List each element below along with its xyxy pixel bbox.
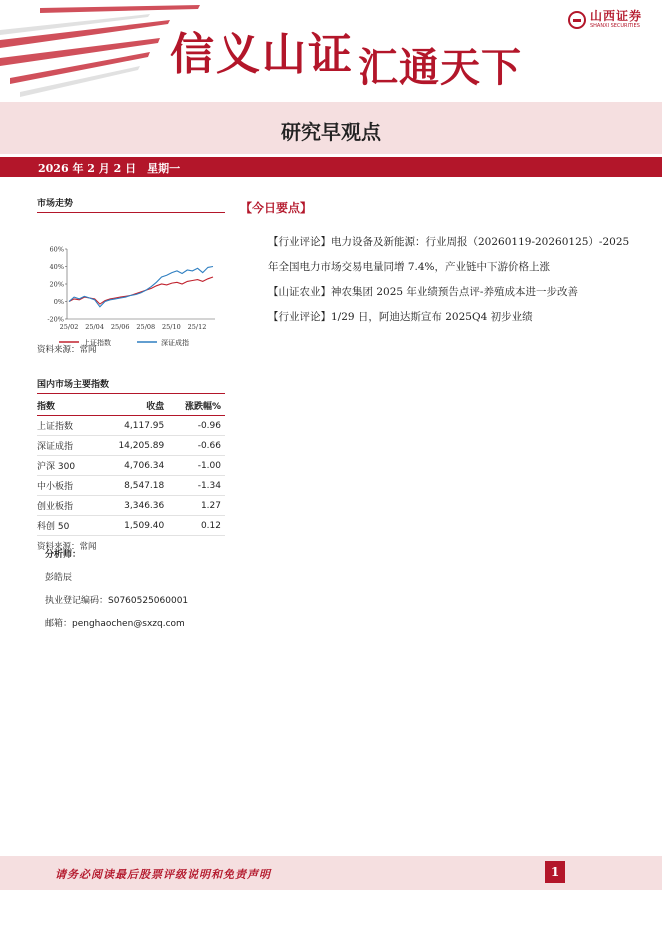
index-change: -1.34 bbox=[164, 476, 225, 496]
index-close: 8,547.18 bbox=[95, 476, 165, 496]
key-points-list bbox=[240, 230, 630, 330]
index-name: 沪深 300 bbox=[37, 456, 95, 476]
series-line-深证成指 bbox=[69, 267, 213, 307]
series-line-上证指数 bbox=[69, 277, 213, 304]
x-tick-label: 25/08 bbox=[136, 323, 156, 331]
indices-heading: 国内市场主要指数 bbox=[37, 377, 225, 394]
table-row bbox=[37, 456, 225, 476]
analyst-cert: 执业登记编码：S0760525060001 bbox=[45, 596, 189, 606]
market-trend-chart bbox=[37, 219, 225, 347]
index-name: 深证成指 bbox=[37, 436, 95, 456]
index-close: 4,706.34 bbox=[95, 456, 165, 476]
y-tick-label: -20% bbox=[47, 315, 64, 324]
index-change: -0.96 bbox=[164, 416, 225, 436]
title-band bbox=[0, 102, 662, 154]
indices-table bbox=[37, 396, 225, 536]
logo-name-cn: 山西证券 bbox=[589, 9, 642, 23]
slogan-part1: 信义山证 bbox=[170, 29, 354, 80]
column-header: 涨跌幅% bbox=[164, 396, 225, 416]
key-points-section bbox=[240, 199, 630, 330]
analyst-info bbox=[45, 547, 188, 639]
index-change: 1.27 bbox=[164, 496, 225, 516]
table-row bbox=[37, 436, 225, 456]
index-change: -0.66 bbox=[164, 436, 225, 456]
index-close: 1,509.40 bbox=[95, 516, 165, 536]
y-tick-label: 0% bbox=[53, 298, 64, 306]
key-point-item[interactable]: 【行业评论】1/29 日，阿迪达斯宣布 2025Q4 初步业绩 bbox=[268, 311, 533, 323]
slogan-part2: 汇通天下 bbox=[358, 44, 522, 91]
table-row bbox=[37, 416, 225, 436]
table-row bbox=[37, 496, 225, 516]
index-name: 科创 50 bbox=[37, 516, 95, 536]
index-close: 14,205.89 bbox=[95, 436, 165, 456]
report-date: 2026 年 2 月 2 日 星期一 bbox=[38, 162, 181, 175]
column-header: 指数 bbox=[37, 396, 95, 416]
legend-label: 上证指数 bbox=[83, 339, 111, 347]
chart-source: 资料来源：常闻 bbox=[37, 345, 97, 355]
y-tick-label: 60% bbox=[49, 245, 64, 254]
table-row bbox=[37, 516, 225, 536]
key-points-heading: 【今日要点】 bbox=[240, 201, 313, 215]
table-header-row bbox=[37, 396, 225, 416]
company-logo bbox=[568, 10, 642, 29]
legend-label: 深证成指 bbox=[161, 339, 189, 347]
market-trend-heading: 市场走势 bbox=[37, 196, 225, 213]
index-change: 0.12 bbox=[164, 516, 225, 536]
footer bbox=[0, 856, 662, 890]
index-close: 3,346.36 bbox=[95, 496, 165, 516]
page-title: 研究早观点 bbox=[281, 120, 381, 144]
x-tick-label: 25/04 bbox=[85, 323, 104, 331]
table-row bbox=[37, 476, 225, 496]
index-name: 中小板指 bbox=[37, 476, 95, 496]
y-tick-label: 40% bbox=[49, 263, 64, 271]
footer-disclaimer[interactable]: 请务必阅读最后股票评级说明和免责声明 bbox=[55, 868, 271, 881]
y-tick-label: 20% bbox=[49, 280, 64, 289]
date-band bbox=[0, 157, 662, 177]
analyst-label: 分析师： bbox=[45, 550, 82, 560]
logo-name-en: SHANXI SECURITIES bbox=[589, 23, 640, 29]
x-tick-label: 25/02 bbox=[59, 323, 79, 331]
index-close: 4,117.95 bbox=[95, 416, 165, 436]
index-name: 上证指数 bbox=[37, 416, 95, 436]
key-point-item[interactable]: 【山证农业】神农集团 2025 年业绩预告点评-养殖成本进一步改善 bbox=[268, 286, 578, 298]
key-point-item[interactable]: 【行业评论】电力设备及新能源：行业周报（20260119-20260125）-2025 年全国电力市场交易电量同增 7.4%，产业链中下游价格上涨 bbox=[268, 236, 630, 273]
analyst-email[interactable]: 邮箱：penghaochen@sxzq.com bbox=[45, 619, 185, 629]
analyst-name: 彭皓辰 bbox=[45, 573, 73, 583]
column-header: 收盘 bbox=[95, 396, 165, 416]
index-name: 创业板指 bbox=[37, 496, 95, 516]
header-banner bbox=[0, 0, 662, 100]
logo-icon bbox=[568, 11, 586, 29]
left-column bbox=[37, 196, 225, 552]
index-change: -1.00 bbox=[164, 456, 225, 476]
market-trend-svg bbox=[37, 219, 225, 347]
page-number: 1 bbox=[545, 861, 565, 883]
x-tick-label: 25/10 bbox=[162, 323, 181, 331]
slogan bbox=[170, 18, 522, 91]
x-tick-label: 25/06 bbox=[110, 323, 130, 331]
indices-source: 资料来源：常闻 bbox=[37, 542, 97, 552]
x-tick-label: 25/12 bbox=[187, 323, 207, 331]
